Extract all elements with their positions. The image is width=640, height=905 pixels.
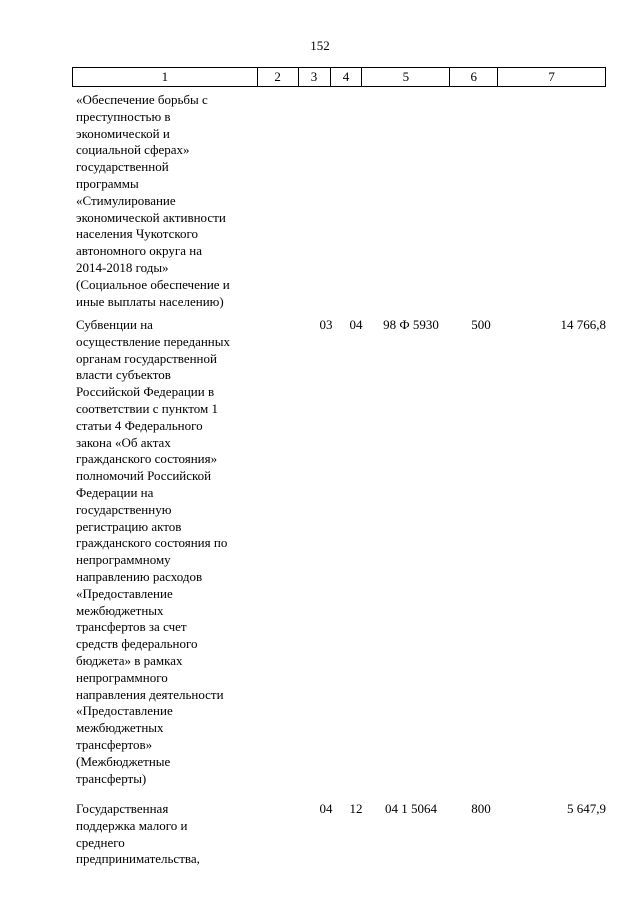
row-section: 03 bbox=[319, 317, 333, 332]
header-col-4: 4 bbox=[331, 68, 363, 86]
row-description: Субвенции на осуществление переданных органам государственной власти субъектов Российской Федерации в соответствии с пунктом 1 статьи 4 Федерального закона «Об актах гражданского состояния» полномочий Российской Федерации на государственную регистрацию актов гражданского состояния по непрограммному направлению расходов «Предоставление межбюджетных трансфертов за счет средств федерального бюджета» в рамках непрограммного направления деятельности «Предоставление межбюджетных трансфертов» (Межбюджетные трансферты) bbox=[76, 317, 230, 786]
row-target-article: 98 Ф 5930 bbox=[383, 317, 439, 332]
header-col-2: 2 bbox=[258, 68, 299, 86]
header-col-5: 5 bbox=[362, 68, 450, 86]
header-col-3: 3 bbox=[299, 68, 331, 86]
row-amount: 5 647,9 bbox=[567, 801, 606, 816]
row-section: 04 bbox=[319, 801, 333, 816]
row-amount: 14 766,8 bbox=[560, 317, 606, 332]
header-col-7: 7 bbox=[498, 68, 606, 86]
row-target-article: 04 1 5064 bbox=[385, 801, 437, 816]
row-description: Государственная поддержка малого и среднего предпринимательства, bbox=[76, 801, 200, 867]
page-number: 152 bbox=[310, 38, 330, 53]
header-col-6: 6 bbox=[450, 68, 498, 86]
row-description: «Обеспечение борьбы с преступностью в экономической и социальной сферах» государственной программы «Стимулирование экономической активности населения Чукотского автономного округа на 2014-2018 годы» (Социальное обеспечение и иные выплаты населению) bbox=[76, 92, 230, 309]
row-subsection: 04 bbox=[349, 317, 363, 332]
header-col-1: 1 bbox=[73, 68, 258, 86]
table-header bbox=[72, 67, 606, 87]
row-expense-type: 500 bbox=[471, 317, 491, 332]
row-subsection: 12 bbox=[349, 801, 363, 816]
row-expense-type: 800 bbox=[471, 801, 491, 816]
